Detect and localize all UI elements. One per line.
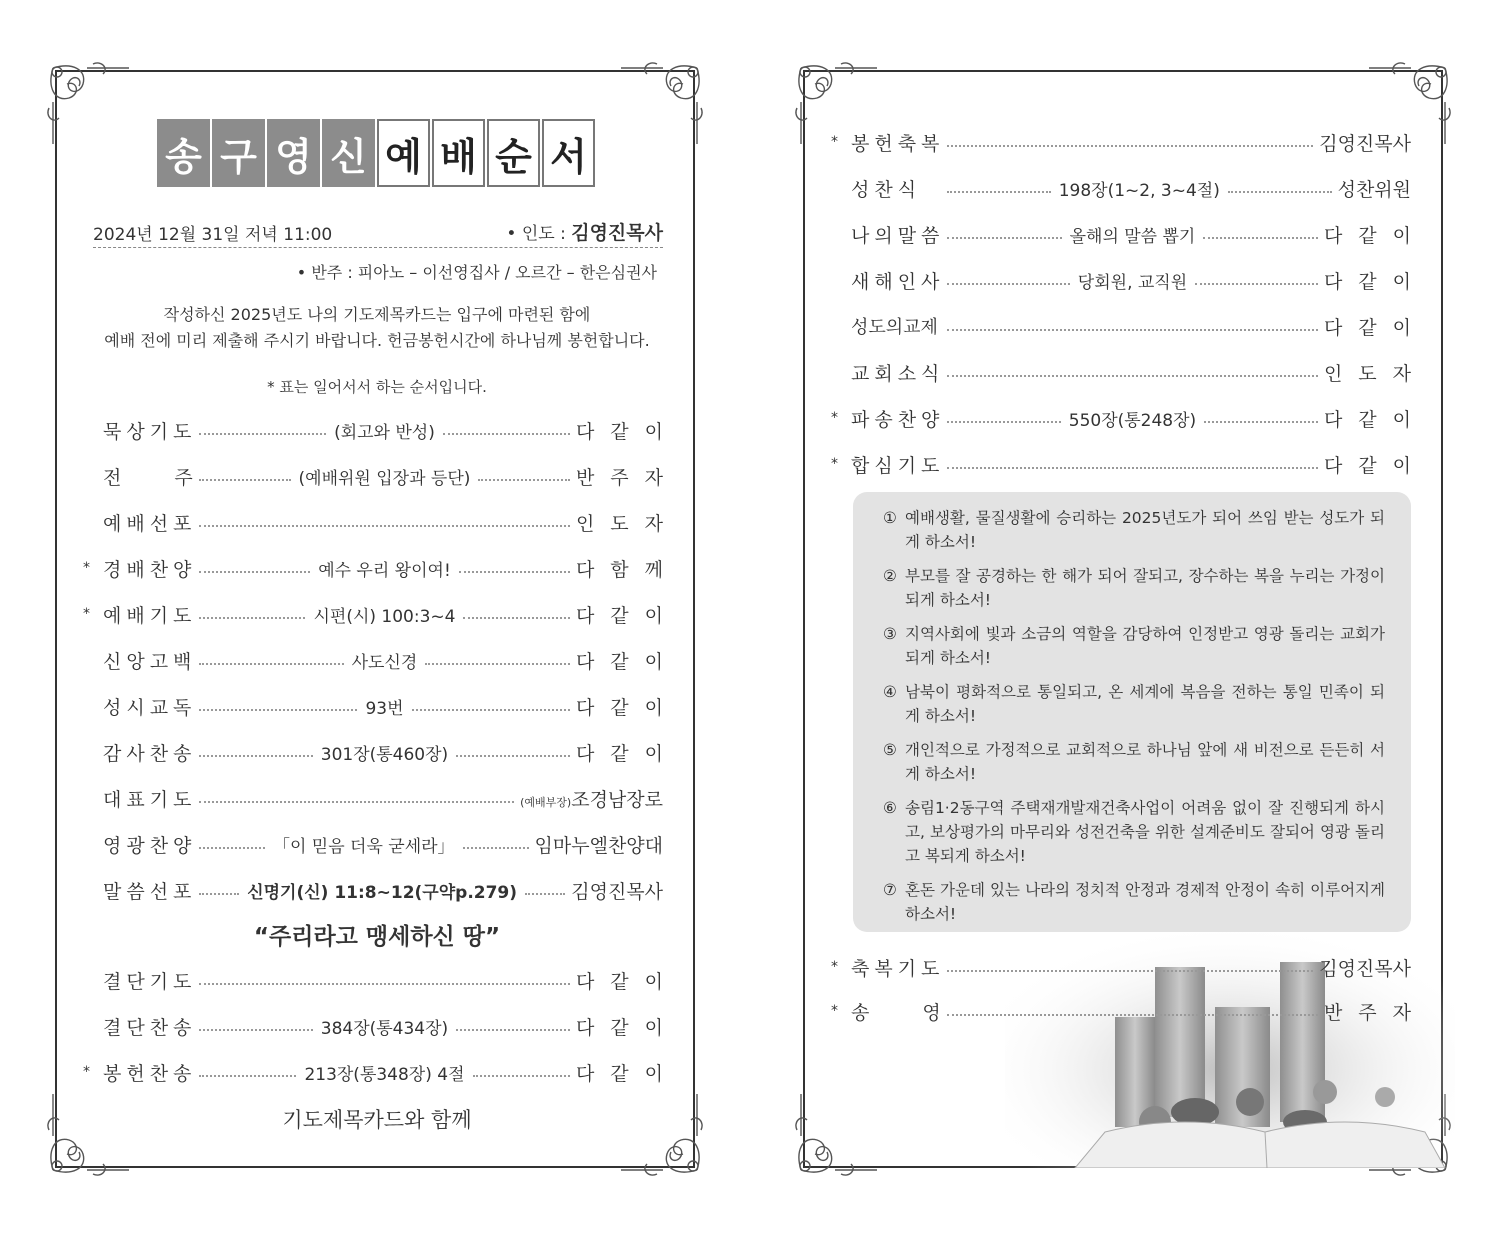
leader-dots	[947, 283, 1070, 285]
order-person	[1324, 405, 1427, 432]
order-name: 성도의교제	[851, 317, 938, 338]
order-detail: 「이 믿음 더욱 굳세라」	[272, 836, 455, 857]
leader-dots	[199, 847, 265, 849]
order-row	[83, 691, 679, 721]
order-row	[831, 449, 1427, 479]
order-person-name: 인도자	[575, 512, 679, 535]
title-char: 송	[157, 119, 210, 187]
order-name: 대표기도	[103, 788, 197, 811]
prayer-number: ④	[883, 683, 897, 701]
order-person-name: 반주자	[575, 466, 679, 489]
ornament-corner-icon	[791, 1094, 877, 1180]
order-person-name: 다같이	[575, 1062, 680, 1085]
order-row	[83, 415, 679, 445]
order-name: 파송찬양	[851, 408, 945, 431]
order-person	[1319, 129, 1411, 156]
order-name: 예배선포	[103, 512, 197, 535]
leader-dots	[947, 1014, 1318, 1016]
order-row	[83, 965, 679, 995]
order-name: 나의말씀	[851, 224, 945, 247]
leader-dots	[478, 479, 570, 481]
order-name: 감사찬송	[103, 742, 197, 765]
service-leader	[506, 218, 663, 245]
leader-label: • 인도 :	[506, 224, 572, 244]
order-detail: (예배위원 입장과 등단)	[298, 468, 471, 489]
order-row	[831, 219, 1428, 249]
leader-name: 김영진목사	[571, 222, 663, 244]
leader-dots	[525, 893, 565, 895]
prayer-text: 개인적으로 가정적으로 교회적으로 하나님 앞에 새 비전으로 든든히 서게 하소서!	[905, 741, 1385, 783]
order-row	[831, 311, 1427, 341]
left-page	[55, 70, 695, 1168]
prayer-number: ⑥	[883, 799, 897, 817]
order-person	[520, 785, 663, 812]
order-person-name: 다같이	[575, 696, 679, 719]
order-person	[1324, 998, 1427, 1025]
order-person-role: (예배부장)	[520, 795, 572, 809]
order-row	[831, 173, 1411, 203]
prayer-item	[883, 622, 1385, 670]
prayer-item	[883, 506, 1385, 554]
service-date: 2024년 12월 31일 저녁 11:00	[93, 225, 333, 245]
accompaniment: • 반주 : 피아노 – 이선영집사 / 오르간 – 한은심권사	[296, 263, 657, 282]
title-char: 예	[377, 119, 430, 187]
order-person-name: 반주자	[1323, 1001, 1427, 1024]
prayer-item	[883, 878, 1385, 926]
prayer-text: 예배생활, 물질생활에 승리하는 2025년도가 되어 쓰임 받는 성도가 되게 하소서!	[905, 509, 1385, 551]
leader-dots	[947, 329, 1318, 331]
order-row	[83, 599, 679, 629]
order-detail: 예수 우리 왕이여!	[318, 560, 451, 581]
prayer-text: 부모를 잘 공경하는 한 해가 되어 잘되고, 장수하는 복을 누리는 가정이 되게 하소서!	[905, 567, 1385, 609]
leader-dots	[463, 617, 569, 619]
order-person	[1319, 954, 1411, 981]
order-detail: 당회원, 교직원	[1077, 272, 1188, 293]
leader-dots	[473, 1075, 570, 1077]
order-name: 신앙고백	[103, 650, 197, 673]
order-person	[1324, 451, 1427, 478]
stand-marker: *	[831, 410, 838, 426]
prayer-number: ⑦	[883, 881, 897, 899]
leader-dots	[456, 1029, 570, 1031]
order-person-name: 다같이	[1323, 224, 1428, 247]
order-row	[831, 952, 1411, 982]
order-person	[571, 877, 663, 904]
stand-marker: *	[831, 1003, 838, 1019]
order-detail: 신명기(신) 11:8~12(구약p.279)	[247, 882, 518, 903]
title-char: 배	[432, 119, 485, 187]
order-row	[83, 783, 663, 813]
prayer-text: 남북이 평화적으로 통일되고, 온 세계에 복음을 전하는 통일 민족이 되게 하소서!	[905, 683, 1385, 725]
order-detail: 198장(1~2, 3~4절)	[1058, 180, 1220, 201]
order-person	[1324, 267, 1427, 294]
leader-dots	[1228, 191, 1332, 193]
order-person-name: 다같이	[1323, 408, 1427, 431]
order-person-name: 임마누엘찬양대	[534, 834, 664, 857]
order-row	[83, 829, 663, 859]
order-detail: 올해의 말씀 뽑기	[1069, 226, 1196, 247]
leader-dots	[199, 1075, 296, 1077]
order-person	[576, 1013, 679, 1040]
stand-marker: *	[83, 560, 90, 576]
page-title	[157, 119, 595, 187]
leader-dots	[199, 617, 305, 619]
order-row	[831, 357, 1427, 387]
leader-dots	[443, 433, 570, 435]
footer-text: 기도제목카드와 함께	[282, 1108, 472, 1132]
order-detail: 213장(통348장) 4절	[304, 1064, 465, 1085]
leader-dots	[199, 755, 313, 757]
order-person-name: 다같이	[1323, 454, 1427, 477]
order-detail: 시편(시) 100:3~4	[313, 606, 456, 627]
order-row	[83, 645, 680, 675]
order-person-name: 조경남장로	[571, 788, 663, 811]
order-person-name: 김영진목사	[571, 880, 664, 903]
leader-dots	[199, 1029, 313, 1031]
leader-dots	[199, 663, 344, 665]
order-person	[576, 417, 679, 444]
order-person	[1324, 313, 1427, 340]
order-name: 결단찬송	[103, 1016, 197, 1039]
leader-dots	[1204, 421, 1318, 423]
prayer-number: ③	[883, 625, 897, 643]
order-row	[83, 461, 679, 491]
stand-marker: *	[83, 1064, 90, 1080]
title-char: 서	[542, 119, 595, 187]
right-page	[803, 70, 1443, 1168]
order-detail: 550장(통248장)	[1068, 410, 1197, 431]
order-detail: (회고와 반성)	[334, 422, 435, 443]
leader-dots	[463, 847, 529, 849]
order-name: 봉헌찬송	[103, 1062, 197, 1085]
prayer-text: 지역사회에 빛과 소금의 역할을 감당하여 인정받고 영광 돌리는 교회가 되게 하소서!	[905, 625, 1385, 667]
prayer-item	[883, 564, 1385, 612]
ornament-corner-icon	[621, 58, 707, 144]
order-name: 축복기도	[851, 957, 945, 980]
order-person	[576, 601, 679, 628]
prayer-item	[883, 680, 1385, 728]
order-person-name: 다함께	[575, 558, 680, 581]
order-name: 경배찬양	[103, 558, 197, 581]
leader-dots	[199, 983, 570, 985]
order-name: 영광찬양	[103, 834, 197, 857]
order-person	[576, 647, 679, 674]
order-name: 예배기도	[103, 604, 197, 627]
order-row	[831, 265, 1427, 295]
title-char: 구	[212, 119, 265, 187]
leader-dots	[947, 421, 1061, 423]
order-person-name: 김영진목사	[1319, 132, 1411, 155]
order-person	[576, 1059, 679, 1086]
leader-dots	[947, 145, 1313, 147]
leader-dots	[459, 571, 570, 573]
leader-dots	[947, 237, 1062, 239]
order-person	[576, 739, 679, 766]
order-name: 결단기도	[103, 970, 197, 993]
order-detail: 301장(통460장)	[320, 744, 449, 765]
order-person-name: 다같이	[575, 742, 679, 765]
leader-dots	[199, 801, 514, 803]
order-row	[83, 875, 663, 905]
order-name: 전 주	[103, 466, 198, 489]
stand-marker: *	[831, 456, 838, 472]
title-char: 순	[487, 119, 540, 187]
prayer-item	[883, 738, 1385, 786]
prayer-number: ⑤	[883, 741, 897, 759]
order-person	[1338, 175, 1411, 202]
order-detail: 384장(통434장)	[320, 1018, 449, 1039]
order-row	[831, 996, 1427, 1026]
order-person	[576, 463, 679, 490]
stand-marker: *	[83, 606, 90, 622]
order-person-name: 인도자	[1323, 362, 1427, 385]
leader-dots	[947, 191, 1051, 193]
leader-dots	[199, 479, 291, 481]
leader-dots	[425, 663, 570, 665]
order-person-name: 다같이	[575, 420, 679, 443]
order-person-name: 다같이	[575, 970, 679, 993]
order-person	[576, 509, 679, 536]
leader-dots	[199, 709, 357, 711]
leader-dots	[199, 571, 310, 573]
order-row	[83, 737, 679, 767]
leader-dots	[947, 970, 1313, 972]
order-name: 새해인사	[851, 270, 945, 293]
order-person	[535, 831, 663, 858]
leader-dots	[947, 375, 1318, 377]
order-row	[83, 553, 680, 583]
leader-dots	[199, 433, 326, 435]
stand-marker: *	[831, 959, 838, 975]
prayer-text: 혼돈 가운데 있는 나라의 정치적 안정과 경제적 안정이 속히 이루어지게 하소서!	[905, 881, 1385, 923]
leader-dots	[199, 893, 239, 895]
notice-line: 작성하신 2025년도 나의 기도제목카드는 입구에 마련된 함에	[163, 305, 591, 324]
order-name: 성찬식	[851, 178, 922, 201]
order-person	[1324, 221, 1427, 248]
prayer-number: ②	[883, 567, 897, 585]
prayer-item	[883, 796, 1385, 868]
order-person	[576, 693, 679, 720]
order-person-name: 다같이	[575, 604, 679, 627]
order-person-name: 다같이	[1323, 270, 1427, 293]
prayer-number: ①	[883, 509, 897, 527]
order-person-name: 다같이	[575, 1016, 679, 1039]
order-person-name: 다같이	[1323, 316, 1427, 339]
leader-dots	[199, 525, 570, 527]
stand-note: * 표는 일어서서 하는 순서입니다.	[267, 378, 487, 396]
order-row	[831, 403, 1427, 433]
order-name: 봉헌축복	[851, 132, 945, 155]
order-person-name: 성찬위원	[1337, 178, 1412, 201]
date-leader-line	[93, 218, 663, 248]
order-row	[83, 1057, 680, 1087]
stand-marker: *	[831, 134, 838, 150]
leader-dots	[1195, 283, 1318, 285]
order-name: 말씀선포	[103, 880, 197, 903]
order-detail: 사도신경	[351, 652, 418, 673]
leader-dots	[1203, 237, 1318, 239]
order-person	[1324, 359, 1427, 386]
title-char: 영	[267, 119, 320, 187]
order-name: 합심기도	[851, 454, 945, 477]
order-row	[831, 127, 1411, 157]
order-name: 교회소식	[851, 362, 945, 385]
leader-dots	[456, 755, 570, 757]
order-name: 성시교독	[103, 696, 197, 719]
order-person	[576, 967, 679, 994]
leader-dots	[947, 467, 1318, 469]
order-name: 묵상기도	[103, 420, 197, 443]
prayer-text: 송림1·2동구역 주택재개발재건축사업이 어려움 없이 잘 진행되게 하시고, 보상평가의 마무리와 성전건축을 위한 설계준비도 잘되어 영광 돌리고 복되게 하소서!	[905, 799, 1385, 865]
order-detail: 93번	[365, 698, 404, 719]
order-person	[576, 555, 679, 582]
ornament-corner-icon	[43, 58, 129, 144]
order-name: 송 영	[851, 1001, 946, 1024]
order-person-name: 김영진목사	[1319, 957, 1411, 980]
title-char: 신	[322, 119, 375, 187]
notice-line: 예배 전에 미리 제출해 주시기 바랍니다. 헌금봉헌시간에 하나님께 봉헌합니다.	[104, 331, 650, 350]
sermon-title: “주리라고 맹세하신 땅”	[253, 924, 501, 950]
order-row	[83, 1011, 679, 1041]
order-row	[83, 507, 679, 537]
prayer-box	[853, 492, 1411, 932]
order-person-name: 다같이	[575, 650, 680, 673]
leader-dots	[412, 709, 570, 711]
